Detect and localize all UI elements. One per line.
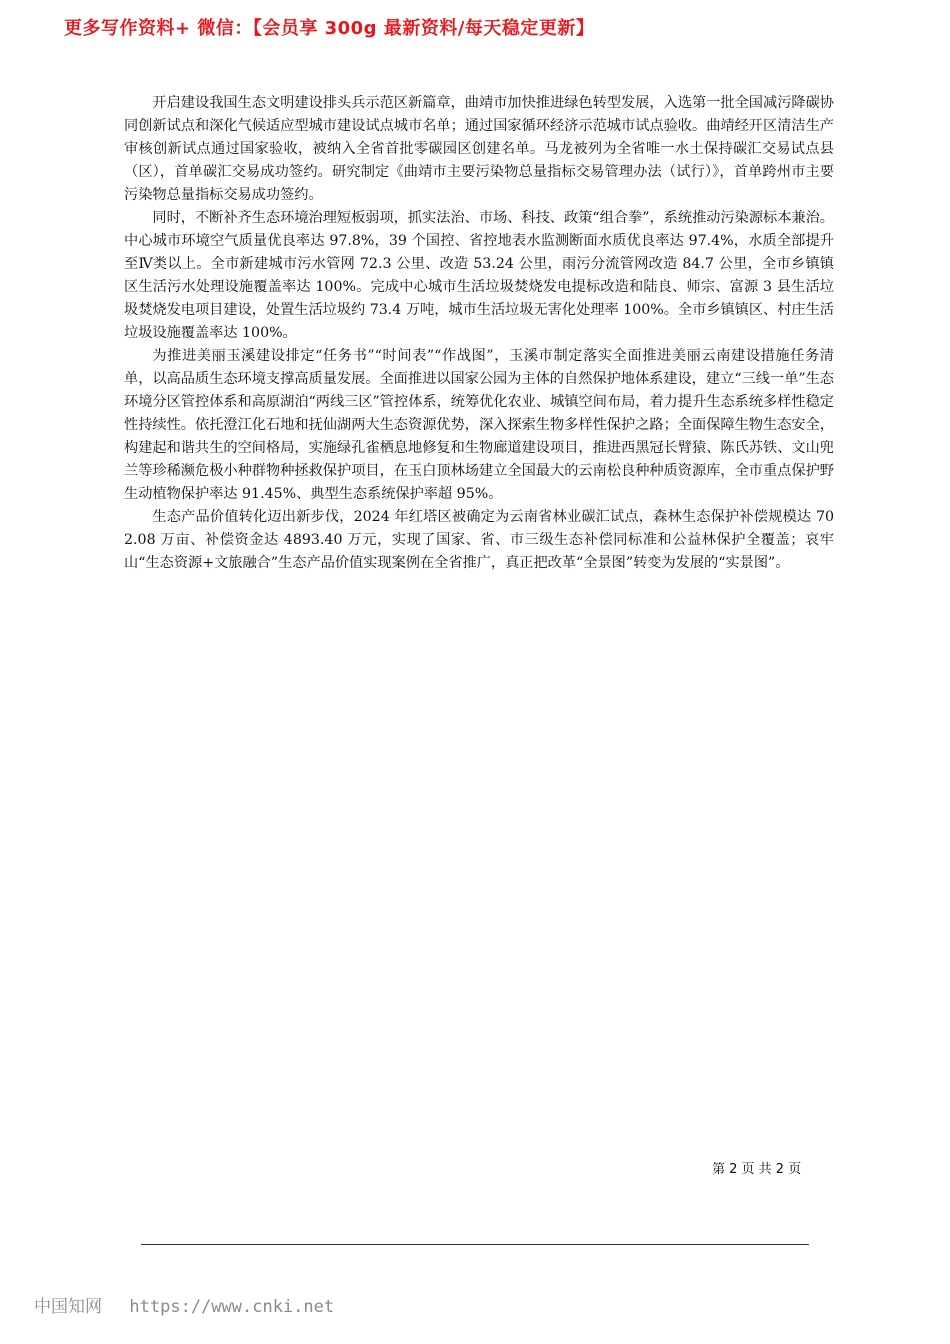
paragraph-1: 开启建设我国生态文明建设排头兵示范区新篇章，曲靖市加快推进绿色转型发展，入选第一批全国减污降碳协同创新试点和深化气候适应型城市建设试点城市名单；通过国家循环经济示范城市试点验收。曲靖经开区清洁生产审核创新试点通过国家验收，被纳入全省首批零碳园区创建名单。马龙被列为全省唯一水土保持碳汇交易试点县（区），首单碳汇交易成功签约。研究制定《曲靖市主要污染物总量指标交易管理办法（试行）》，首单跨州市主要污染物总量指标交易成功签约。: [124, 95, 834, 203]
paragraph-2: 同时，不断补齐生态环境治理短板弱项，抓实法治、市场、科技、政策“组合拳”，系统推动污染源标本兼治。中心城市环境空气质量优良率达 97.8%，39 个国控、省控地表水监测断面水质优良率达 97.4%，水质全部提升至Ⅳ类以上。全市新建城市污水管网 72.3 公里、改造 53.24 公里，雨污分流管网改造 84.7 公里，全市乡镇镇区生活污水处理设施覆盖率达 100%。完成中心城市生活垃圾焚烧发电提标改造和陆良、师宗、富源 3 县生活垃圾焚烧发电项目建设，处置生活垃圾约 73.4 万吨，城市生活垃圾无害化处理率 100%。全市乡镇镇区、村庄生活垃圾设施覆盖率达 100%。: [124, 210, 834, 341]
watermark-footer: [34, 1292, 334, 1317]
footer-divider: [141, 1244, 809, 1245]
watermark-site-url[interactable]: https://www.cnki.net: [129, 1297, 335, 1317]
watermark-site-name: 中国知网: [34, 1297, 102, 1317]
paragraph-4: 生态产品价值转化迈出新步伐，2024 年红塔区被确定为云南省林业碳汇试点，森林生态保护补偿规模达 702.08 万亩、补偿资金达 4893.40 万元，实现了国家、省、市三级生态补偿同标准和公益林保护全覆盖；哀牢山“生态资源+文旅融合”生态产品价值实现案例在全省推广，真正把改革“全景图”转变为发展的“实景图”。: [124, 509, 834, 571]
promo-banner: 更多写作资料+ 微信：【会员享 300g 最新资料/每天稳定更新】: [64, 18, 595, 39]
page-indicator: 第 2 页 共 2 页: [712, 1162, 802, 1177]
article-body: [124, 92, 834, 575]
paragraph-3: 为推进美丽玉溪建设排定“任务书”“时间表”“作战图”，玉溪市制定落实全面推进美丽云南建设措施任务清单，以高品质生态环境支撑高质量发展。全面推进以国家公园为主体的自然保护地体系建设，建立“三线一单”生态环境分区管控体系和高原湖泊“两线三区”管控体系，统筹优化农业、城镇空间布局，着力提升生态系统多样性稳定性持续性。依托澄江化石地和抚仙湖两大生态资源优势，深入探索生物多样性保护之路；全面保障生物生态安全，构建起和谐共生的空间格局，实施绿孔雀栖息地修复和生物廊道建设项目，推进西黑冠长臂猿、陈氏苏铁、文山兜兰等珍稀濒危极小种群物种拯救保护项目，在玉白顶林场建立全国最大的云南松良种种质资源库，全市重点保护野生动植物保护率达 91.45%、典型生态系统保护率超 95%。: [124, 348, 834, 502]
